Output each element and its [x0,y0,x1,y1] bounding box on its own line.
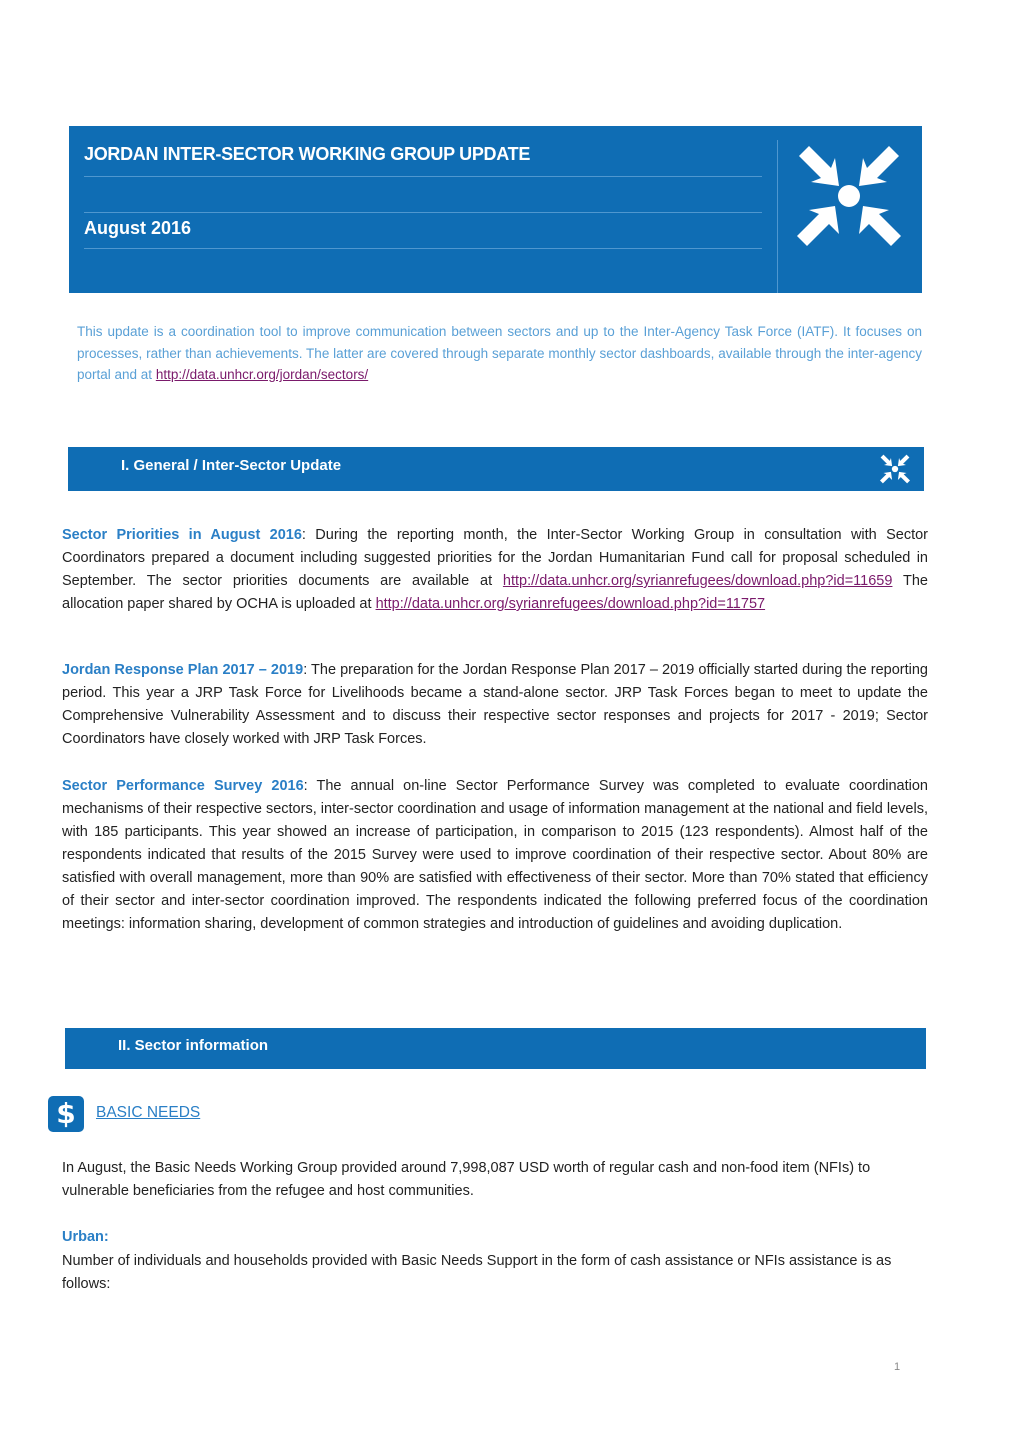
section-general-title: I. General / Inter-Sector Update [121,457,342,474]
dollar-icon: $ [48,1096,84,1132]
priorities-download-link[interactable]: http://data.unhcr.org/syrianrefugees/download.php?id=11659 [502,573,893,589]
basic-needs-paragraph: In August, the Basic Needs Working Group provided around 7,998,087 USD worth of regular cash and non-food item (NFIs) to vulnerable beneficiaries from the refugee and host communities. [62,1160,871,1199]
allocation-text: The allocation paper shared by OCHA is uploaded at [62,573,928,612]
section-general-bar [68,447,924,491]
sector-priorities-text: : During the reporting month, the Inter-Sector Working Group in consultation with Sector Coordinators prepared a document including suggested priorities for the Jordan Humanitarian Fund call for proposal scheduled in September. The sector priorities documents are available at [62,527,928,589]
arrows-converge-icon [880,454,910,484]
basic-needs-link[interactable]: BASIC NEEDS [96,1104,201,1121]
section-sector-info-title: II. Sector information [118,1037,269,1054]
urban-label: Urban: [62,1229,109,1245]
jrp-heading: Jordan Response Plan 2017 – 2019 [62,662,304,678]
sector-priorities-paragraph [62,524,928,616]
urban-paragraph: Number of individuals and households provided with Basic Needs Support in the form of cash assistance or NFIs assistance is as follows: [62,1253,892,1292]
intro-paragraph [77,321,922,386]
report-header [69,126,922,293]
urban-heading [62,1226,928,1249]
section-sector-info-bar [65,1028,926,1069]
jrp-text: : The preparation for the Jordan Response Plan 2017 – 2019 officially started during the reporting period. This year a JRP Task Force for Livelihoods became a stand-alone sector. JRP Task Forces began to meet to update the Comprehensive Vulnerability Assessment and to discuss their respective sector responses and projects for 2017 - 2019; Sector Coordinators have closely worked with JRP Task Forces. [62,662,928,747]
survey-text: : The annual on-line Sector Performance Survey was completed to evaluate coordination mechanisms of their respective sectors, inter-sector coordination and usage of information management at the national and field levels, with 185 participants. This year showed an increase of participation, in comparison to 2015 (123 respondents). Almost half of the respondents indicated that results of the 2015 Survey were used to improve coordination of their respective sector. About 80% are satisfied with overall management, more than 90% are satisfied with effectiveness of their sector. More than 70% stated that efficiency of their sector and inter-sector coordination improved. The respondents indicated the following preferred focus of the coordination meetings: information sharing, development of common strategies and introduction of guidelines and avoiding duplication. [62,778,928,932]
report-date: August 2016 [84,218,192,238]
sectors-link[interactable]: http://data.unhcr.org/jordan/sectors/ [155,367,369,382]
survey-paragraph [62,775,928,936]
allocation-download-link[interactable]: http://data.unhcr.org/syrianrefugees/download.php?id=11757 [375,596,766,612]
page-number: 1 [894,1361,901,1373]
header-vertical-divider [777,140,778,293]
sector-priorities-heading: Sector Priorities in August 2016 [62,527,302,543]
arrows-converge-icon [797,144,901,248]
header-divider [84,248,762,249]
intro-text: This update is a coordination tool to improve communication between sectors and up to the Inter-Agency Task Force (IATF). It focuses on processes, rather than achievements. The latter are covered through separate monthly sector dashboards, available through the inter-agency portal and at [77,324,922,382]
header-divider [84,212,762,213]
survey-heading: Sector Performance Survey 2016 [62,778,304,794]
report-title: JORDAN INTER-SECTOR WORKING GROUP UPDATE [84,144,531,164]
jrp-paragraph [62,659,928,751]
header-divider [84,176,762,177]
